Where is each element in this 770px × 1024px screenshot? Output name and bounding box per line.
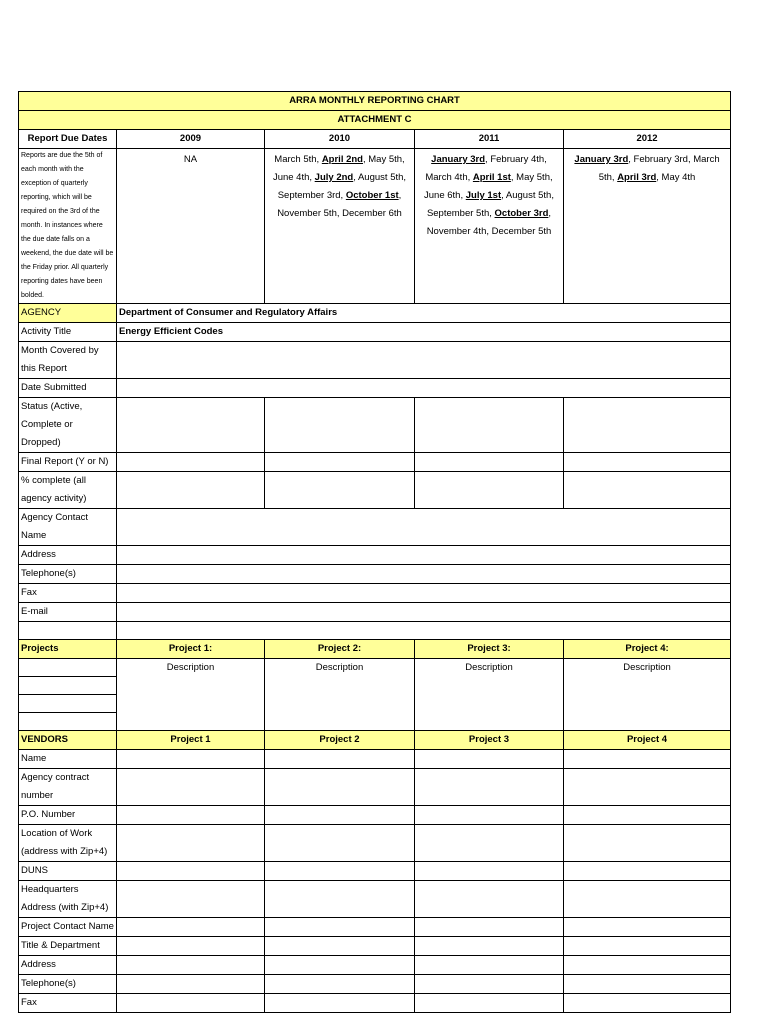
vendor-cell[interactable] [265, 994, 415, 1013]
agency-row-value[interactable] [117, 565, 731, 584]
spacer-cell [19, 622, 117, 640]
project-row-cell[interactable] [19, 659, 117, 677]
dates-2009: NA [117, 149, 265, 304]
reporting-chart-table [18, 91, 731, 1013]
vendor-cell[interactable] [117, 956, 265, 975]
vendor-cell[interactable] [564, 862, 731, 881]
monthly-date: March 5th, [274, 154, 322, 165]
vendor-row-label: DUNS [19, 862, 117, 881]
status-cell[interactable] [564, 398, 731, 453]
vendor-cell[interactable] [117, 994, 265, 1013]
final-report-cell[interactable] [265, 453, 415, 472]
agency-row-label: Agency Contact Name [19, 509, 117, 546]
vendor-cell[interactable] [564, 769, 731, 806]
reporting-chart-sheet [18, 91, 730, 1013]
percent-complete-cell[interactable] [564, 472, 731, 509]
agency-row-value[interactable] [117, 509, 731, 546]
vendor-cell[interactable] [415, 881, 564, 918]
quarterly-date: April 1st [472, 172, 511, 183]
agency-value: Department of Consumer and Regulatory Affairs [117, 304, 731, 323]
vendor-cell[interactable] [564, 994, 731, 1013]
vendor-row-label: Location of Work (address with Zip+4) [19, 825, 117, 862]
monthly-date: , May 5th, June 4th, [272, 154, 405, 183]
vendor-cell[interactable] [117, 881, 265, 918]
vendor-cell[interactable] [265, 769, 415, 806]
vendor-cell[interactable] [117, 918, 265, 937]
project-header: Project 2: [265, 640, 415, 659]
vendor-cell[interactable] [415, 862, 564, 881]
final-report-cell[interactable] [117, 453, 265, 472]
vendor-cell[interactable] [415, 994, 564, 1013]
vendor-project-header: Project 1 [117, 731, 265, 750]
due-dates-label: Report Due Dates [19, 130, 117, 149]
quarterly-date: January 3rd [431, 154, 486, 165]
vendor-cell[interactable] [265, 825, 415, 862]
vendor-project-header: Project 2 [265, 731, 415, 750]
vendor-project-header: Project 4 [564, 731, 731, 750]
vendor-row-label: Fax [19, 994, 117, 1013]
vendor-project-header: Project 3 [415, 731, 564, 750]
vendor-cell[interactable] [415, 956, 564, 975]
vendor-cell[interactable] [415, 825, 564, 862]
monthly-date: , November 5th, December 6th [277, 190, 402, 219]
chart-subtitle: ATTACHMENT C [19, 111, 731, 130]
vendor-cell[interactable] [117, 975, 265, 994]
spacer-cell [117, 622, 731, 640]
agency-row-value[interactable] [117, 379, 731, 398]
agency-row-label: Final Report (Y or N) [19, 453, 117, 472]
project-description[interactable]: Description [117, 659, 265, 731]
project-header: Project 1: [117, 640, 265, 659]
agency-row-label: Fax [19, 584, 117, 603]
year-2009: 2009 [117, 130, 265, 149]
vendor-cell[interactable] [117, 806, 265, 825]
vendor-row-label: Project Contact Name [19, 918, 117, 937]
agency-row-value[interactable] [117, 342, 731, 379]
vendor-cell[interactable] [415, 806, 564, 825]
vendor-row-label: Agency contract number [19, 769, 117, 806]
year-2010: 2010 [265, 130, 415, 149]
vendor-cell[interactable] [564, 975, 731, 994]
year-2012: 2012 [564, 130, 731, 149]
status-cell[interactable] [117, 398, 265, 453]
vendor-cell[interactable] [117, 769, 265, 806]
agency-row-label: Date Submitted [19, 379, 117, 398]
project-description[interactable]: Description [265, 659, 415, 731]
agency-row-label: Telephone(s) [19, 565, 117, 584]
agency-row-label: Month Covered by this Report [19, 342, 117, 379]
agency-label: AGENCY [19, 304, 117, 323]
quarterly-date: July 2nd [314, 172, 354, 183]
dates-2010 [265, 149, 415, 304]
vendor-cell[interactable] [265, 750, 415, 769]
vendor-cell[interactable] [265, 881, 415, 918]
quarterly-date: July 1st [465, 190, 502, 201]
dates-2011 [415, 149, 564, 304]
vendor-cell[interactable] [564, 881, 731, 918]
monthly-date: , May 5th, June 6th, [424, 172, 553, 201]
agency-row-label: Status (Active, Complete or Dropped) [19, 398, 117, 453]
monthly-date: , February 3rd, March 5th, [598, 154, 720, 183]
percent-complete-cell[interactable] [117, 472, 265, 509]
vendor-cell[interactable] [415, 750, 564, 769]
status-cell[interactable] [265, 398, 415, 453]
project-header: Project 4: [564, 640, 731, 659]
projects-label: Projects [19, 640, 117, 659]
dates-2012 [564, 149, 731, 304]
quarterly-date: October 1st [345, 190, 399, 201]
vendor-cell[interactable] [415, 769, 564, 806]
monthly-date: , February 4th, March 4th, [425, 154, 547, 183]
vendor-cell[interactable] [564, 750, 731, 769]
agency-row-label: % complete (all agency activity) [19, 472, 117, 509]
vendor-cell[interactable] [415, 918, 564, 937]
vendor-row-label: Address [19, 956, 117, 975]
vendor-cell[interactable] [265, 862, 415, 881]
agency-row-value[interactable] [117, 546, 731, 565]
activity-title-label: Activity Title [19, 323, 117, 342]
project-description[interactable]: Description [415, 659, 564, 731]
final-report-cell[interactable] [415, 453, 564, 472]
monthly-date: , August 5th, September 3rd, [277, 172, 407, 201]
agency-row-value[interactable] [117, 584, 731, 603]
vendor-cell[interactable] [564, 825, 731, 862]
vendor-cell[interactable] [265, 806, 415, 825]
vendor-cell[interactable] [265, 918, 415, 937]
vendor-row-label: Title & Department [19, 937, 117, 956]
vendor-cell[interactable] [564, 918, 731, 937]
monthly-date: , November 4th, December 5th [426, 208, 552, 237]
status-cell[interactable] [415, 398, 564, 453]
vendor-cell[interactable] [265, 956, 415, 975]
project-row-cell[interactable] [19, 677, 117, 695]
vendor-cell[interactable] [117, 862, 265, 881]
vendor-cell[interactable] [564, 956, 731, 975]
vendor-cell[interactable] [117, 825, 265, 862]
vendors-label: VENDORS [19, 731, 117, 750]
agency-row-label: Address [19, 546, 117, 565]
vendor-cell[interactable] [117, 937, 265, 956]
vendor-cell[interactable] [265, 975, 415, 994]
vendor-cell[interactable] [265, 937, 415, 956]
quarterly-date: April 3rd [617, 172, 657, 183]
year-2011: 2011 [415, 130, 564, 149]
vendor-cell[interactable] [415, 937, 564, 956]
quarterly-date: April 2nd [321, 154, 363, 165]
vendor-row-label: Headquarters Address (with Zip+4) [19, 881, 117, 918]
final-report-cell[interactable] [564, 453, 731, 472]
vendor-cell[interactable] [117, 750, 265, 769]
quarterly-date: October 3rd [494, 208, 549, 219]
due-dates-note: Reports are due the 5th of each month with the exception of quarterly reporting, which will be required on the 3rd of the month. In instances where the due date falls on a weekend, the due date will be the Friday prior. All quarterly reporting dates have been bolded. [19, 149, 117, 304]
project-description[interactable]: Description [564, 659, 731, 731]
vendor-row-label: Name [19, 750, 117, 769]
project-row-cell[interactable] [19, 695, 117, 713]
vendor-row-label: P.O. Number [19, 806, 117, 825]
agency-row-value[interactable] [117, 603, 731, 622]
agency-row-label: E-mail [19, 603, 117, 622]
monthly-date: , August 5th, September 5th, [426, 190, 554, 219]
activity-title-value: Energy Efficient Codes [117, 323, 731, 342]
project-row-cell[interactable] [19, 713, 117, 731]
vendor-cell[interactable] [564, 937, 731, 956]
percent-complete-cell[interactable] [265, 472, 415, 509]
project-header: Project 3: [415, 640, 564, 659]
vendor-cell[interactable] [564, 806, 731, 825]
percent-complete-cell[interactable] [415, 472, 564, 509]
chart-title: ARRA MONTHLY REPORTING CHART [19, 92, 731, 111]
vendor-row-label: Telephone(s) [19, 975, 117, 994]
quarterly-date: January 3rd [574, 154, 629, 165]
vendor-cell[interactable] [415, 975, 564, 994]
monthly-date: , May 4th [656, 172, 696, 183]
